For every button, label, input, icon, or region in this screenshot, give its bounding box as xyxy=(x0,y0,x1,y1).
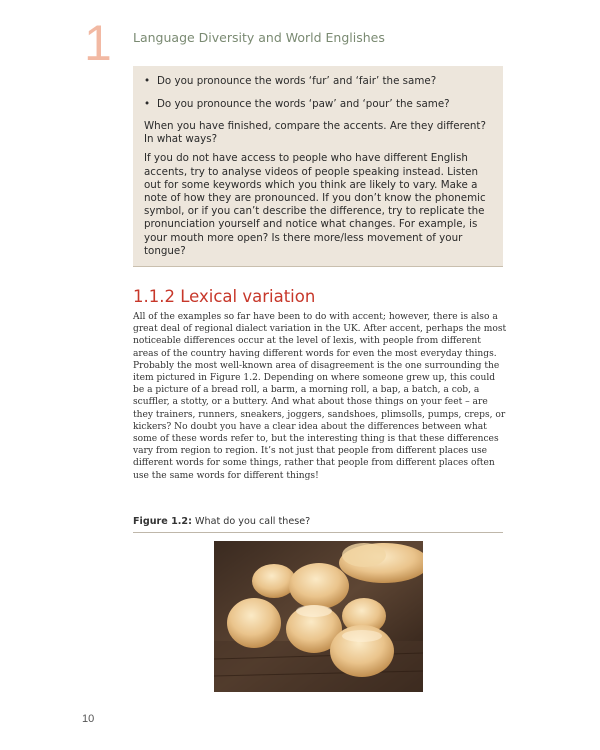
figure-caption xyxy=(133,516,503,533)
activity-box xyxy=(133,66,503,267)
bullet-text: Do you pronounce the words ‘fur’ and ‘fair’ the same? xyxy=(157,75,437,87)
section-heading: 1.1.2 Lexical variation xyxy=(133,287,316,306)
bullet-icon: • xyxy=(144,75,151,87)
figure-caption-text: What do you call these? xyxy=(191,516,311,527)
page-number: 10 xyxy=(82,713,95,725)
activity-bullet-list xyxy=(144,74,493,112)
activity-paragraph: If you do not have access to people who have different English accents, try to analyse videos of people speaking instead. Listen out for some keywords which you think are likely to vary. Make a note of how they are pronounced. If you don’t know the phonemic symbol, or if you can’t describe the difference, try to replicate the pronunciation yourself and notice what changes. For example, is your mouth more open? Is there more/less movement of your tongue? xyxy=(144,152,486,257)
bullet-icon: • xyxy=(144,98,151,110)
chapter-number: 1 xyxy=(84,15,112,71)
figure-label: Figure 1.2: xyxy=(133,516,192,527)
list-item xyxy=(144,74,493,89)
bullet-text: Do you pronounce the words ‘paw’ and ‘pour’ the same? xyxy=(157,98,450,110)
activity-paragraph: When you have finished, compare the accents. Are they different? In what ways? xyxy=(144,120,486,146)
list-item xyxy=(144,97,493,112)
bread-rolls-photo xyxy=(214,541,423,692)
body-paragraph: All of the examples so far have been to do with accent; however, there is also a great deal of regional dialect variation in the UK. After accent, perhaps the most noticeable differences occur at the level of lexis, with people from different areas of the country having different words for even the most everyday things. Probably the most well-known area of disagreement is the one surrounding the item pictured in Figure 1.2. Depending on where someone grew up, this could be a picture of a bread roll, a barm, a morning roll, a bap, a batch, a cob, a scuffler, a stotty, or a buttery. And what about those things on your feet – are they trainers, runners, sneakers, joggers, sandshoes, plimsolls, pumps, creps, or kickers? No doubt you have a clear idea about the differences between what some of these words refer to, but the interesting thing is that these differences vary from region to region. It’s not just that people from different places use different words for some things, rather that people from different places often use the same words for different things! xyxy=(133,312,507,481)
running-title: Language Diversity and World Englishes xyxy=(133,30,385,45)
